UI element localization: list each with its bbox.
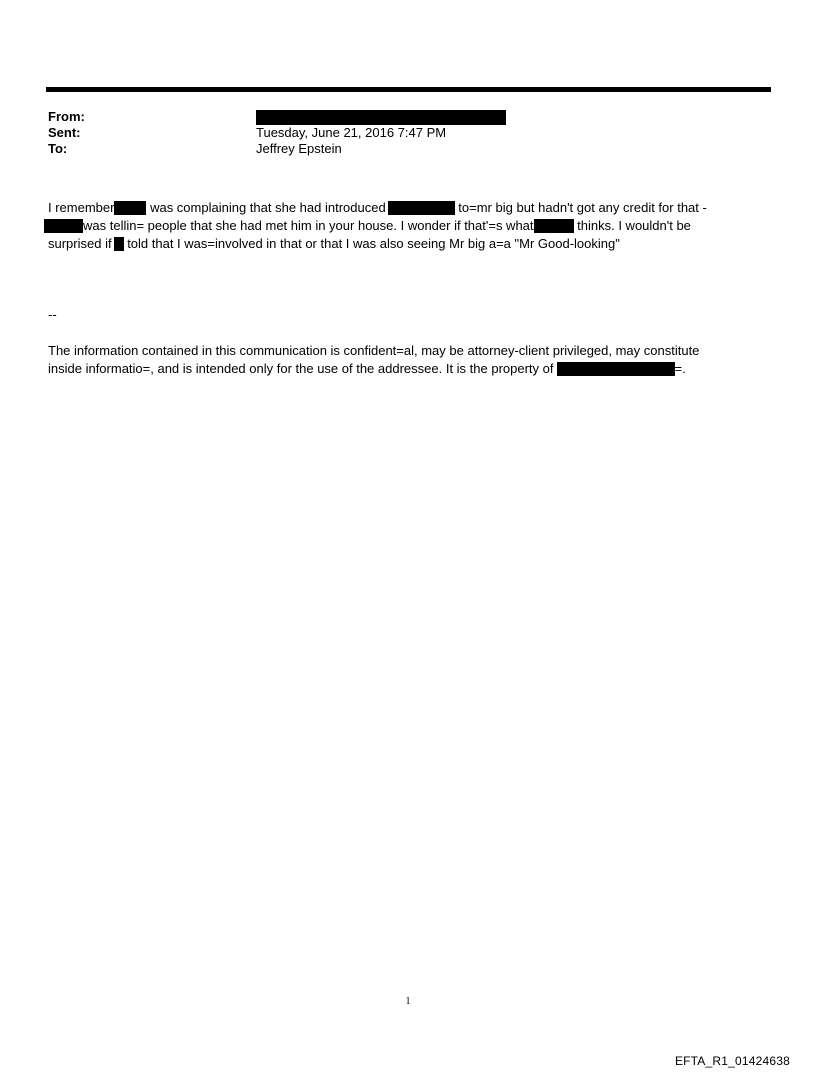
body-text-segment: to=mr big but hadn't got any credit for that - xyxy=(454,200,707,215)
from-value xyxy=(256,109,506,125)
redaction-block xyxy=(388,201,455,215)
body-text-segment: was tellin= people that she had met him in your house. I wonder if that'=s what xyxy=(83,218,534,233)
body-line xyxy=(48,235,778,253)
disclaimer-line: The information contained in this communication is confident=al, may be attorney-client privileged, may constitute xyxy=(48,343,700,358)
to-value: Jeffrey Epstein xyxy=(256,141,342,156)
redaction-block xyxy=(44,219,83,233)
signature-separator: -- xyxy=(48,307,57,322)
sent-label: Sent: xyxy=(48,125,81,140)
email-body xyxy=(48,199,778,253)
to-label: To: xyxy=(48,141,68,156)
sent-value: Tuesday, June 21, 2016 7:47 PM xyxy=(256,125,447,140)
redaction-block xyxy=(114,201,146,215)
body-text-segment: surprised if xyxy=(48,236,112,251)
redaction-block xyxy=(557,362,675,376)
body-text-segment: told that I was=involved in that or that I was also seeing Mr big a=a "Mr Good-looking" xyxy=(123,236,620,251)
redaction-block xyxy=(534,219,574,233)
from-label: From: xyxy=(48,109,85,124)
body-text-segment: thinks. I wouldn't be xyxy=(573,218,691,233)
confidentiality-disclaimer xyxy=(48,342,778,378)
document-id: EFTA_R1_01424638 xyxy=(674,1054,790,1068)
body-line xyxy=(48,199,778,217)
body-line xyxy=(48,217,778,235)
body-text-segment: was complaining that she had introduced xyxy=(146,200,386,215)
disclaimer-line xyxy=(48,360,778,378)
disclaimer-text-segment: =. xyxy=(674,361,686,376)
body-text-segment: I remember xyxy=(48,200,115,215)
redaction-block xyxy=(256,110,506,125)
redaction-block xyxy=(114,237,124,251)
page-number: 1 xyxy=(405,996,411,1007)
header-divider-rule xyxy=(46,87,771,92)
disclaimer-text-segment: inside informatio=, and is intended only for the use of the addressee. It is the property of xyxy=(48,361,554,376)
